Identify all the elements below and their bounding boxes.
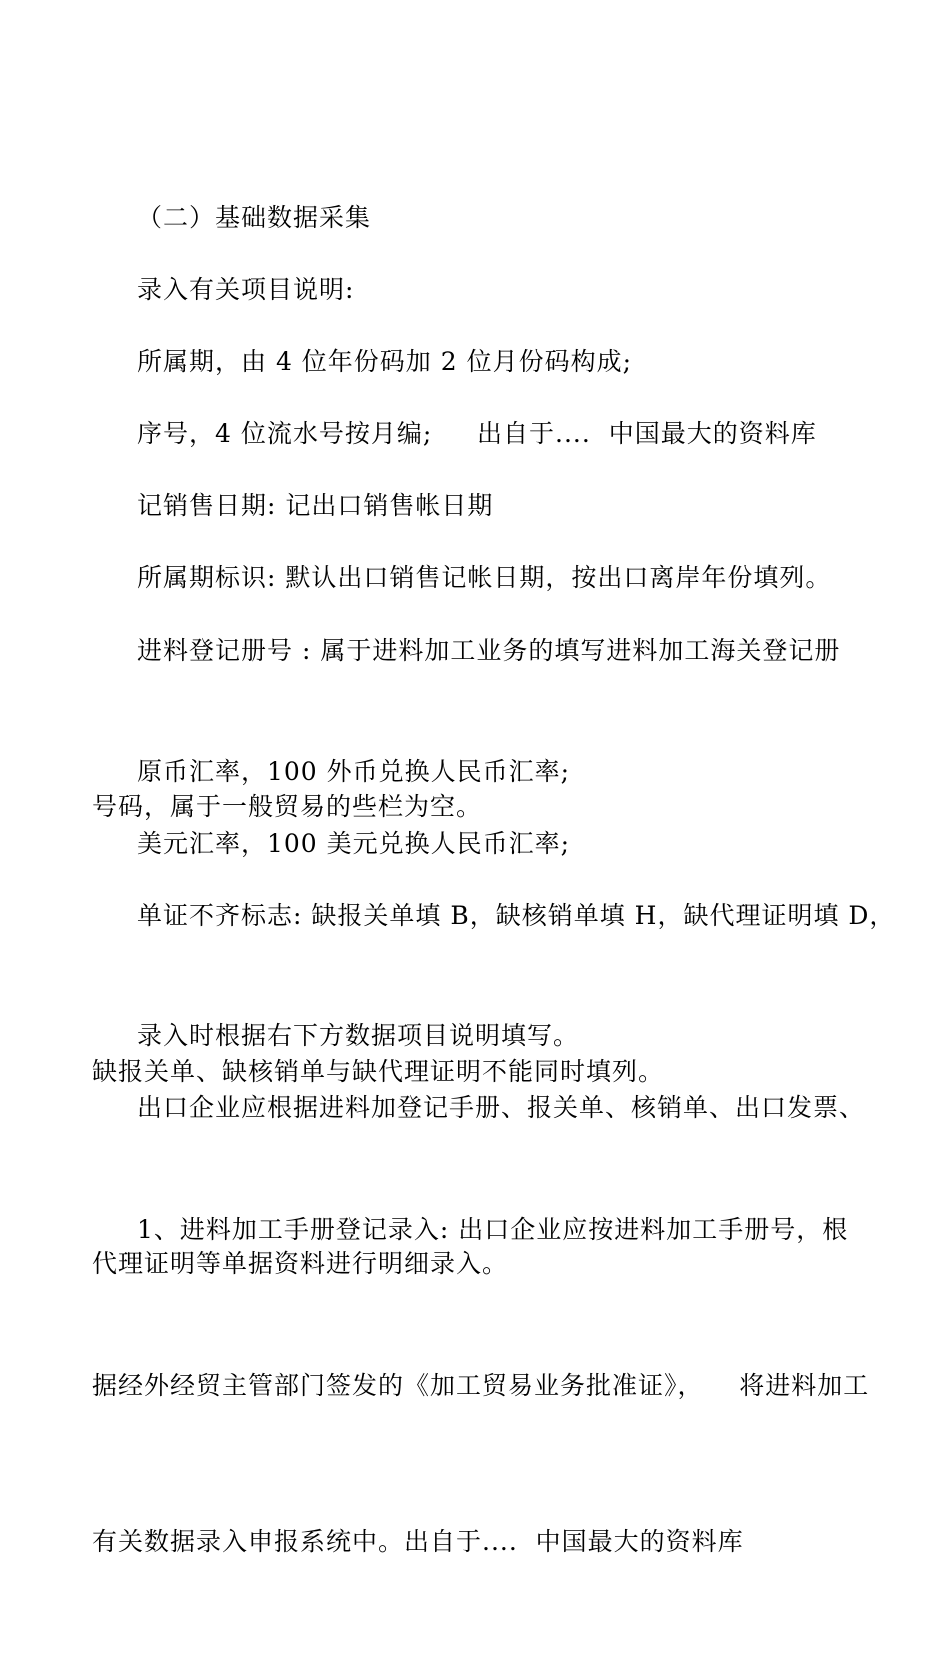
paragraph-line: 1、进料加工手册登记录入: 出口企业应按进料加工手册号，根 xyxy=(137,1215,849,1244)
paragraph-line: 美元汇率，100 美元兑换人民币汇率; xyxy=(137,829,571,858)
paragraph-line: 缺报关单、缺核销单与缺代理证明不能同时填列。 xyxy=(92,1057,665,1086)
paragraph-line: 单证不齐标志: 缺报关单填 B，缺核销单填 H，缺代理证明填 D， xyxy=(137,901,896,930)
paragraph-line: 号码，属于一般贸易的些栏为空。 xyxy=(92,792,483,821)
paragraph-line: 据经外经贸主管部门签发的《加工贸易业务批准证》， 将进料加工 xyxy=(92,1371,870,1400)
paragraph-line: 出口企业应根据进料加登记手册、报关单、核销单、出口发票、 xyxy=(137,1093,866,1122)
paragraph-12 xyxy=(92,1100,870,1672)
paragraph-line: 录入有关项目说明: xyxy=(137,275,355,304)
paragraph-line: 所属期标识: 默认出口销售记帐日期，按出口离岸年份填列。 xyxy=(137,563,832,592)
paragraph-line: 记销售日期: 记出口销售帐日期 xyxy=(137,491,494,520)
paragraph-line: 原币汇率，100 外币兑换人民币汇率; xyxy=(137,757,571,786)
paragraph-line: 有关数据录入申报系统中。出自于.... 中国最大的资料库 xyxy=(92,1527,744,1556)
paragraph-line: 进料登记册号 : 属于进料加工业务的填写进料加工海关登记册 xyxy=(137,636,841,665)
paragraph-line: 序号，4 位流水号按月编; 出自于.... 中国最大的资料库 xyxy=(137,419,817,448)
paragraph-line: 所属期，由 4 位年份码加 2 位月份码构成; xyxy=(137,347,633,376)
paragraph-line: 录入时根据右下方数据项目说明填写。 xyxy=(137,1021,580,1050)
heading-line: （二）基础数据采集 xyxy=(137,203,372,232)
paragraph-line: 代理证明等单据资料进行明细录入。 xyxy=(92,1249,509,1278)
